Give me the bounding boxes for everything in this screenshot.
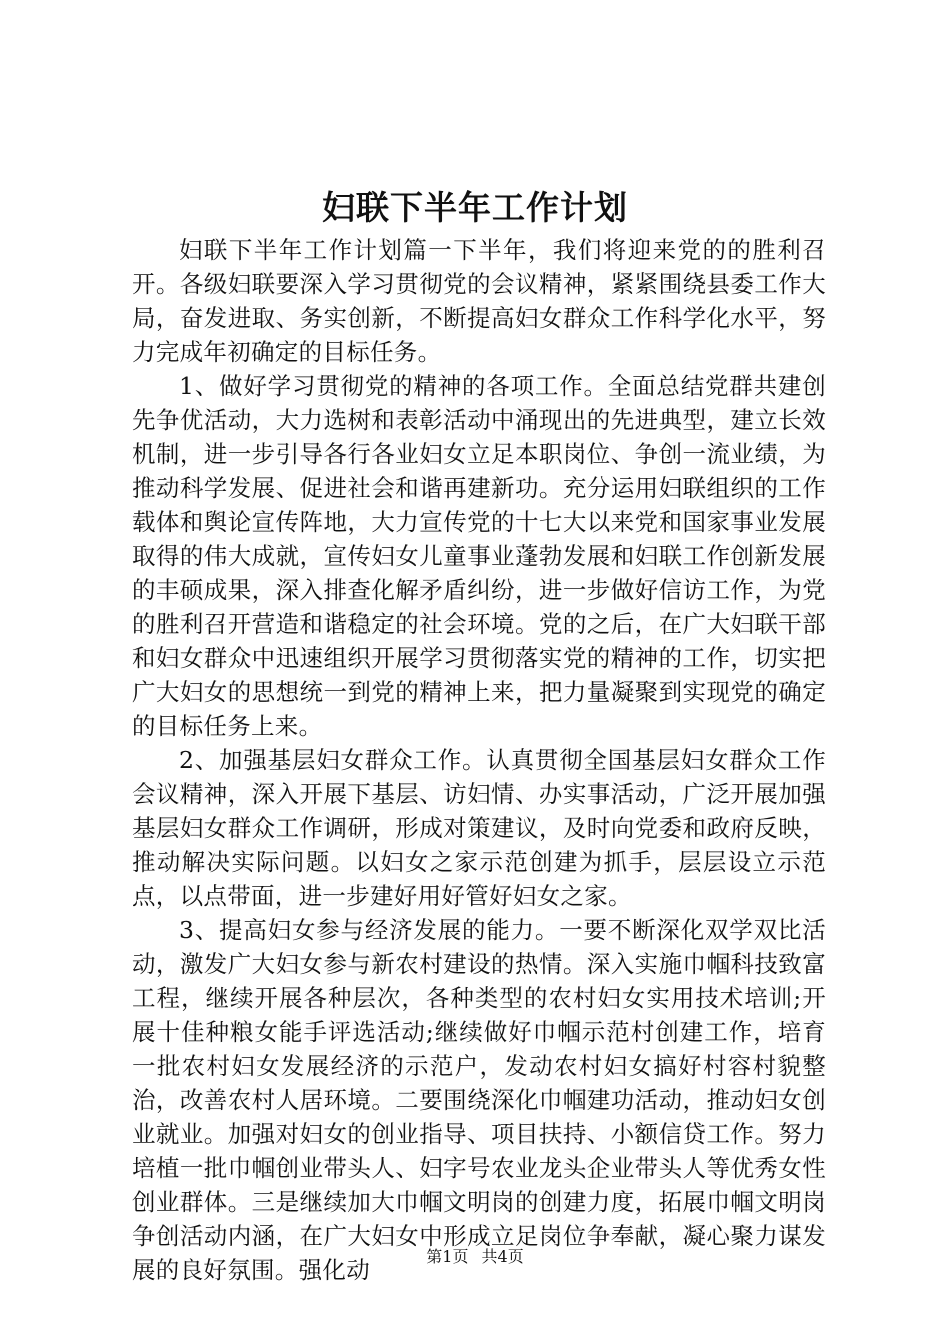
document-body (132, 233, 826, 1287)
page-total: 共4页 (481, 1247, 524, 1266)
paragraph-item-2: 2、加强基层妇女群众工作。认真贯彻全国基层妇女群众工作会议精神，深入开展下基层、访妇情、办实事活动，广泛开展加强基层妇女群众工作调研，形成对策建议，及时向党委和政府反映，推动解决实际问题。以妇女之家示范创建为抓手，层层设立示范点，以点带面，进一步建好用好管好妇女之家。 (132, 746, 826, 910)
paragraph-intro: 妇联下半年工作计划篇一下半年，我们将迎来党的的胜利召开。各级妇联要深入学习贯彻党的会议精神，紧紧围绕县委工作大局，奋发进取、务实创新，不断提高妇女群众工作科学化水平，努力完成年初确定的目标任务。 (132, 236, 826, 366)
page-number: 第1页 (426, 1247, 469, 1266)
paragraph-item-1: 1、做好学习贯彻党的精神的各项工作。全面总结党群共建创先争优活动，大力选树和表彰活动中涌现出的先进典型，建立长效机制，进一步引导各行各业妇女立足本职岗位、争创一流业绩，为推动科学发展、促进社会和谐再建新功。充分运用妇联组织的工作载体和舆论宣传阵地，大力宣传党的十七大以来党和国家事业发展取得的伟大成就，宣传妇女儿童事业蓬勃发展和妇联工作创新发展的丰硕成果，深入排查化解矛盾纠纷，进一步做好信访工作，为党的胜利召开营造和谐稳定的社会环境。党的之后，在广大妇联干部和妇女群众中迅速组织开展学习贯彻落实党的精神的工作，切实把广大妇女的思想统一到党的精神上来，把力量凝聚到实现党的确定的目标任务上来。 (132, 372, 826, 740)
page-footer (0, 1246, 950, 1268)
page-title: 妇联下半年工作计划 (322, 188, 628, 227)
paragraph-item-3: 3、提高妇女参与经济发展的能力。一要不断深化双学双比活动，激发广大妇女参与新农村建设的热情。深入实施巾帼科技致富工程，继续开展各种层次，各种类型的农村妇女实用技术培训;开展十佳种粮女能手评选活动;继续做好巾帼示范村创建工作，培育一批农村妇女发展经济的示范户，发动农村妇女搞好村容村貌整治，改善农村人居环境。二要围绕深化巾帼建功活动，推动妇女创业就业。加强对妇女的创业指导、项目扶持、小额信贷工作。努力培植一批巾帼创业带头人、妇字号农业龙头企业带头人等优秀女性创业群体。三是继续加大巾帼文明岗的创建力度，拓展巾帼文明岗争创活动内涵，在广大妇女中形成立足岗位争奉献，凝心聚力谋发展的良好氛围。强化动 (132, 916, 826, 1284)
